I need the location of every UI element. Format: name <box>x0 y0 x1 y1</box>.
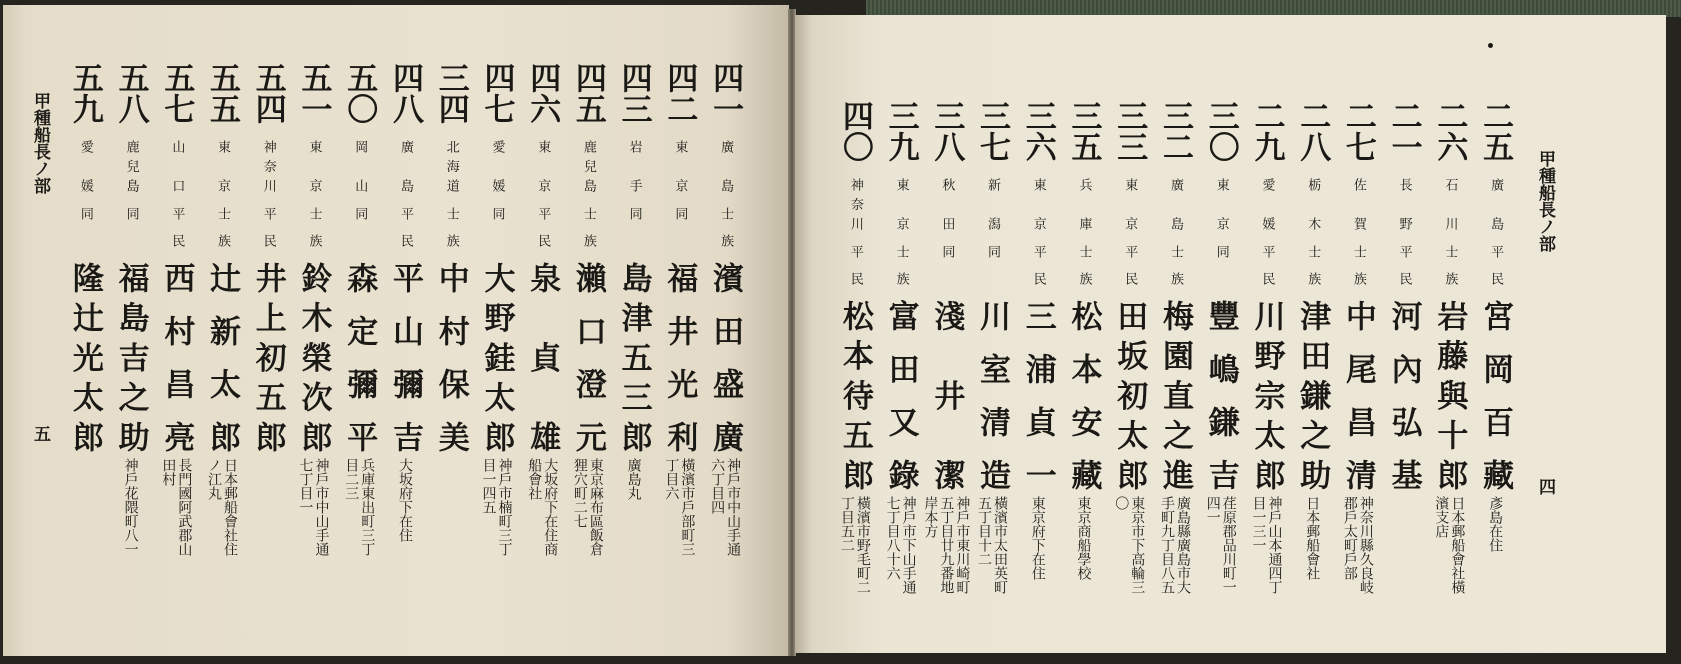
entry-prefecture: 佐賀 <box>1350 178 1366 230</box>
entry-number: 五〇 <box>341 62 378 124</box>
entry-address: 長門國阿武郡山田村 <box>160 458 193 556</box>
entry-number: 五四 <box>249 62 286 124</box>
entry-column <box>336 62 382 562</box>
entry-column <box>702 62 748 562</box>
entry-number: 三八 <box>928 100 965 162</box>
entry-class: 同 <box>77 207 93 220</box>
entry-number: 五一 <box>295 62 332 124</box>
entry-class: 同 <box>939 245 955 258</box>
entry-name: 福島吉之助 <box>112 262 149 452</box>
entry-number: 二一 <box>1385 100 1422 162</box>
entry-class: 同 <box>626 207 642 220</box>
entries-list <box>832 100 1518 600</box>
entry-class: 平民 <box>1030 245 1046 285</box>
entry-number: 三三 <box>1111 100 1148 162</box>
entry-class: 士族 <box>1167 245 1183 285</box>
entry-address: 橫濱市野毛町二丁目五二 <box>838 496 871 594</box>
entry-class: 同 <box>1213 245 1229 258</box>
page-left <box>3 5 789 656</box>
entry-address: 日本郵船會社橫濱支店 <box>1433 496 1466 594</box>
entry-column <box>1152 100 1198 600</box>
entry-number: 五九 <box>66 62 103 124</box>
entry-number: 四三 <box>615 62 652 124</box>
entry-number: 二六 <box>1431 100 1468 162</box>
entry-column <box>832 100 878 600</box>
entry-address: 日本郵船會社 <box>1304 496 1321 580</box>
entry-column <box>969 100 1015 600</box>
entry-name: 西村昌亮 <box>158 262 195 452</box>
entry-column <box>108 62 154 562</box>
entry-class: 同 <box>352 207 368 220</box>
entry-address: 東京府下在住 <box>1029 496 1046 580</box>
entry-column <box>428 62 474 562</box>
entry-name: 平山彌吉 <box>386 262 423 452</box>
entry-prefecture: 北海道 <box>443 140 459 192</box>
entry-column <box>923 100 969 600</box>
entry-address: 神戶山本通四丁目一三一 <box>1250 496 1283 594</box>
entry-name: 川室清造 <box>974 300 1011 490</box>
entry-prefecture: 廣島 <box>718 140 734 192</box>
entry-prefecture: 愛媛 <box>489 140 505 192</box>
entry-number: 三九 <box>882 100 919 162</box>
entry-prefecture: 東京 <box>672 140 688 192</box>
entry-class: 士族 <box>580 207 596 247</box>
entry-prefecture: 石川 <box>1442 178 1458 230</box>
entry-number: 三四 <box>432 62 469 124</box>
entry-address: 廣島丸 <box>625 458 642 500</box>
entry-number: 二九 <box>1248 100 1285 162</box>
entry-prefecture: 鹿兒島 <box>123 140 139 192</box>
entry-address: 神奈川縣久良岐郡戶太町戶部 <box>1341 496 1374 594</box>
entries-list <box>62 62 748 562</box>
entry-address: 兵庫東出町三丁目二三 <box>343 458 376 556</box>
entry-number: 三二 <box>1156 100 1193 162</box>
entry-number: 三〇 <box>1202 100 1239 162</box>
entry-name: 河內弘基 <box>1385 300 1422 490</box>
entry-address: 大坂府下在住商船會社 <box>526 458 559 556</box>
page-number: 五 <box>30 425 50 442</box>
entry-name: 隆辻光太郎 <box>66 262 103 452</box>
entry-number: 三七 <box>974 100 1011 162</box>
entry-prefecture: 廣島 <box>1488 178 1504 230</box>
entry-prefecture: 鹿兒島 <box>580 140 596 192</box>
entry-name: 井上初五郎 <box>249 262 286 452</box>
entry-column <box>199 62 245 562</box>
entry-name: 大野銈太郎 <box>478 262 515 452</box>
entry-column <box>611 62 657 562</box>
entry-prefecture: 新潟 <box>985 178 1001 230</box>
entry-number: 二八 <box>1294 100 1331 162</box>
entry-prefecture: 神奈川 <box>260 140 276 192</box>
entry-class: 士族 <box>215 207 231 247</box>
entry-name: 辻新太郎 <box>204 262 241 452</box>
entry-prefecture: 神奈川 <box>847 178 863 230</box>
entry-name: 梅園直之進 <box>1156 300 1193 490</box>
entry-column <box>1198 100 1244 600</box>
entry-class: 同 <box>123 207 139 220</box>
entry-address: 神戶市楠町三丁目一四五 <box>480 458 513 556</box>
entry-name: 森定彌平 <box>341 262 378 452</box>
entry-address: 東京市下高輪三〇 <box>1113 496 1146 594</box>
entry-column <box>382 62 428 562</box>
entry-number: 四八 <box>386 62 423 124</box>
entry-class: 平民 <box>1122 245 1138 285</box>
entry-address: 日本郵船會社住ノ江丸 <box>206 458 239 556</box>
entry-class: 士族 <box>893 245 909 285</box>
entry-name: 福井光利 <box>661 262 698 452</box>
entry-column <box>1472 100 1518 600</box>
entry-column <box>474 62 520 562</box>
entry-class: 士族 <box>1350 245 1366 285</box>
entry-number: 二五 <box>1477 100 1514 162</box>
entry-class: 同 <box>672 207 688 220</box>
entry-number: 二七 <box>1339 100 1376 162</box>
entry-name: 瀨口澄元 <box>569 262 606 452</box>
entry-number: 四二 <box>661 62 698 124</box>
entry-column <box>62 62 108 562</box>
entry-address: 神戶市中山手通六丁目四 <box>709 458 742 556</box>
entry-name: 三浦貞一 <box>1019 300 1056 490</box>
page-header: 甲種船長ノ部 <box>1535 150 1555 252</box>
entry-address: 荏原郡品川町一四一 <box>1204 496 1237 594</box>
entry-column <box>519 62 565 562</box>
entry-prefecture: 東京 <box>535 140 551 192</box>
entry-class: 平民 <box>169 207 185 247</box>
ink-dot <box>1488 43 1493 48</box>
entry-prefecture: 兵庫 <box>1076 178 1092 230</box>
entry-number: 四一 <box>707 62 744 124</box>
entry-name: 島津五三郎 <box>615 262 652 452</box>
entry-class: 平民 <box>260 207 276 247</box>
entry-name: 田坂初太郎 <box>1111 300 1148 490</box>
entry-column <box>878 100 924 600</box>
entry-class: 平民 <box>397 207 413 247</box>
entry-column <box>1015 100 1061 600</box>
entry-name: 宮岡百藏 <box>1477 300 1514 490</box>
entry-number: 三五 <box>1065 100 1102 162</box>
entry-name: 泉貞雄 <box>524 262 561 452</box>
entry-name: 淺井潔 <box>928 300 965 490</box>
entry-name: 岩藤與十郎 <box>1431 300 1468 490</box>
entry-name: 川野宗太郎 <box>1248 300 1285 490</box>
entry-prefecture: 栃木 <box>1305 178 1321 230</box>
page-right <box>795 15 1666 653</box>
entry-column <box>245 62 291 562</box>
entry-column <box>1427 100 1473 600</box>
entry-prefecture: 東京 <box>1213 178 1229 230</box>
entry-class: 平民 <box>847 245 863 285</box>
entry-column <box>153 62 199 562</box>
entry-prefecture: 廣島 <box>1167 178 1183 230</box>
entry-prefecture: 東京 <box>306 140 322 192</box>
entry-name: 濱田盛廣 <box>707 262 744 452</box>
entry-address: 彥島在住 <box>1487 496 1504 552</box>
entry-class: 同 <box>985 245 1001 258</box>
entry-address: 神戶市下山手通七丁目八十六 <box>884 496 917 594</box>
entry-prefecture: 秋田 <box>939 178 955 230</box>
entry-address: 廣島縣廣島市大手町九丁目八五 <box>1158 496 1191 594</box>
entry-number: 五五 <box>204 62 241 124</box>
entry-column <box>1289 100 1335 600</box>
entry-column <box>1335 100 1381 600</box>
entry-number: 四七 <box>478 62 515 124</box>
entry-column <box>1381 100 1427 600</box>
entry-column <box>1106 100 1152 600</box>
entry-class: 士族 <box>443 207 459 247</box>
entry-number: 三六 <box>1019 100 1056 162</box>
entry-column <box>291 62 337 562</box>
entry-address: 橫濱市太田英町五丁目十二 <box>976 496 1009 594</box>
entry-class: 平民 <box>535 207 551 247</box>
entry-name: 豐嶋鎌吉 <box>1202 300 1239 490</box>
entry-number: 四六 <box>524 62 561 124</box>
entry-class: 士族 <box>1442 245 1458 285</box>
entry-address: 東京商船學校 <box>1075 496 1092 580</box>
entry-class: 平民 <box>1259 245 1275 285</box>
entry-name: 津田鎌之助 <box>1294 300 1331 490</box>
entry-address: 大坂府下在住 <box>396 458 413 542</box>
entry-class: 士族 <box>718 207 734 247</box>
entry-number: 五八 <box>112 62 149 124</box>
entry-prefecture: 岩手 <box>626 140 642 192</box>
entry-column <box>1061 100 1107 600</box>
entry-prefecture: 長野 <box>1396 178 1412 230</box>
entry-prefecture: 東京 <box>215 140 231 192</box>
entry-class: 同 <box>489 207 505 220</box>
entry-name: 中尾昌清 <box>1339 300 1376 490</box>
entry-prefecture: 愛媛 <box>77 140 93 192</box>
entry-address: 神戶市中山手通七丁目一 <box>297 458 330 556</box>
entry-name: 鈴木榮次郎 <box>295 262 332 452</box>
entry-number: 四〇 <box>836 100 873 162</box>
page-header: 甲種船長ノ部 <box>30 92 50 194</box>
entry-column <box>1244 100 1290 600</box>
entry-prefecture: 山口 <box>169 140 185 192</box>
entry-name: 松本待五郎 <box>836 300 873 490</box>
entry-column <box>565 62 611 562</box>
entry-name: 松本安藏 <box>1065 300 1102 490</box>
entry-prefecture: 東京 <box>1122 178 1138 230</box>
entry-name: 中村保美 <box>432 262 469 452</box>
page-number: 四 <box>1535 478 1555 495</box>
entry-class: 平民 <box>1488 245 1504 285</box>
entry-address: 東京麻布區飯倉狸穴町二七 <box>571 458 604 556</box>
entry-prefecture: 岡山 <box>352 140 368 192</box>
entry-address: 橫濱市戶部町三丁目六 <box>663 458 696 556</box>
entry-name: 富田又錄 <box>882 300 919 490</box>
entry-class: 士族 <box>306 207 322 247</box>
entry-number: 五七 <box>158 62 195 124</box>
entry-class: 平民 <box>1396 245 1412 285</box>
entry-column <box>657 62 703 562</box>
entry-address: 神戶市東川崎町五丁目廿九番地岸本方 <box>922 496 971 594</box>
entry-class: 士族 <box>1305 245 1321 285</box>
entry-prefecture: 東京 <box>1030 178 1046 230</box>
entry-prefecture: 廣島 <box>397 140 413 192</box>
entry-number: 四五 <box>569 62 606 124</box>
entry-address: 神戶花隈町八一 <box>122 458 139 556</box>
entry-class: 士族 <box>1076 245 1092 285</box>
entry-prefecture: 東京 <box>893 178 909 230</box>
entry-prefecture: 愛媛 <box>1259 178 1275 230</box>
